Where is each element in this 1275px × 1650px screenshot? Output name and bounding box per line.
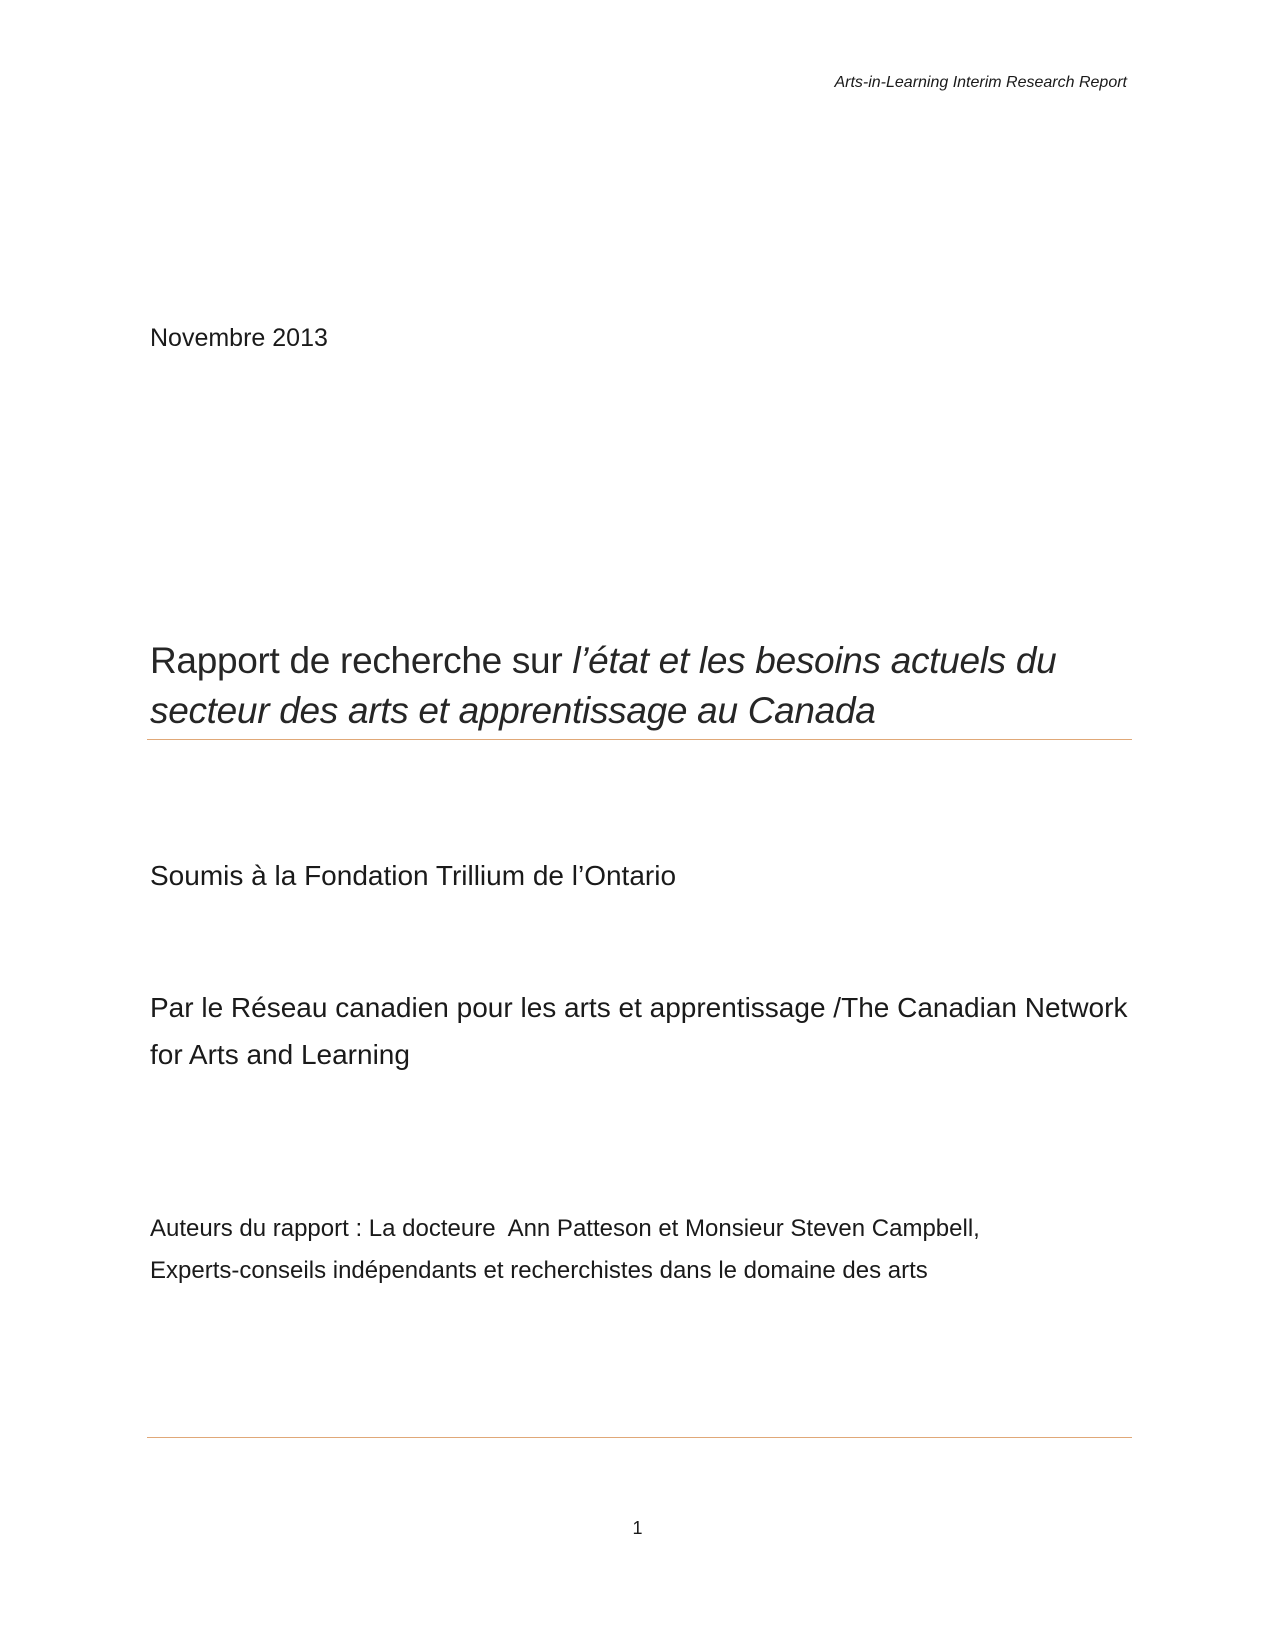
page-number: 1 (632, 1518, 643, 1538)
report-authors-line-2: Experts-conseils indépendants et recherchistes dans le domaine des arts (150, 1257, 928, 1284)
report-title-plain: Rapport de recherche sur (150, 640, 573, 681)
report-title (150, 636, 1130, 736)
footer-divider (147, 1437, 1132, 1438)
report-date: Novembre 2013 (150, 324, 328, 352)
author-organization: Par le Réseau canadien pour les arts et apprentissage /The Canadian Network for Arts and Learning (150, 992, 1128, 1070)
report-authors (150, 1208, 1140, 1292)
report-title-italic: l’état et les besoins actuels du secteur des arts et apprentissage au Canada (150, 640, 1057, 731)
report-authors-line-1: Auteurs du rapport : La docteure Ann Patteson et Monsieur Steven Campbell, (150, 1215, 980, 1242)
title-divider (147, 739, 1132, 740)
running-header: Arts-in-Learning Interim Research Report (834, 74, 1127, 91)
submitted-to: Soumis à la Fondation Trillium de l’Ontario (150, 860, 677, 891)
